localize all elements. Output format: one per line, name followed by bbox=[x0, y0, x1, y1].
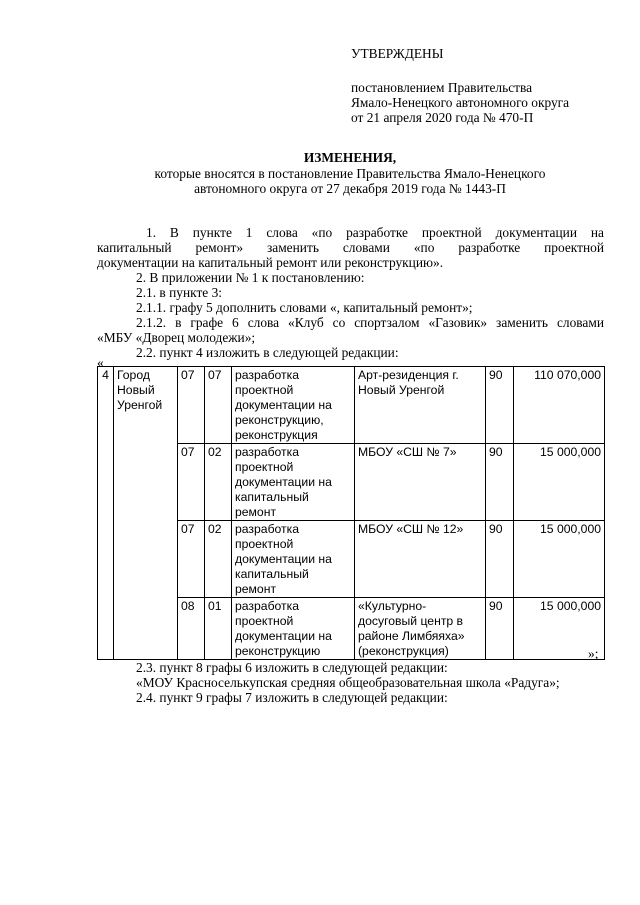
table-row bbox=[98, 367, 605, 444]
amount-cell: 15 000,000 bbox=[514, 444, 605, 521]
approval-line-3: от 21 апреля 2020 года № 470-П bbox=[351, 110, 534, 125]
code-1-cell: 08 bbox=[178, 598, 205, 660]
code-2-cell: 07 bbox=[205, 367, 232, 444]
percent-cell: 90 bbox=[486, 521, 514, 598]
paragraph-2-1-1: 2.1.1. графу 5 дополнить словами «, капитальный ремонт»; bbox=[136, 300, 473, 315]
organization-cell: МБОУ «СШ № 7» bbox=[355, 444, 486, 521]
description-cell: разработка проектной документации на капитальный ремонт bbox=[232, 521, 355, 598]
approved-heading: УТВЕРЖДЕНЫ bbox=[351, 46, 444, 61]
paragraph-2: 2. В приложении № 1 к постановлению: bbox=[136, 270, 365, 285]
paragraph-2-4: 2.4. пункт 9 графы 7 изложить в следующей редакции: bbox=[136, 690, 448, 705]
description-cell: разработка проектной документации на капитальный ремонт bbox=[232, 444, 355, 521]
paragraph-1-line-3: документации на капитальный ремонт или реконструкцию». bbox=[97, 255, 444, 270]
organization-cell: МБОУ «СШ № 12» bbox=[355, 521, 486, 598]
description-cell: разработка проектной документации на реконструкцию bbox=[232, 598, 355, 660]
close-quote: »; bbox=[588, 646, 599, 661]
document-subtitle-2: автономного округа от 27 декабря 2019 года № 1443-П bbox=[194, 181, 506, 196]
code-2-cell: 02 bbox=[205, 521, 232, 598]
organization-cell: «Культурно-досуговый центр в районе Лимбяяха» (реконструкция) bbox=[355, 598, 486, 660]
description-cell: разработка проектной документации на реконструкцию, реконструкция bbox=[232, 367, 355, 444]
code-2-cell: 02 bbox=[205, 444, 232, 521]
row-number-cell: 4 bbox=[98, 367, 114, 660]
code-2-cell: 01 bbox=[205, 598, 232, 660]
paragraph-2-1-2-line-2: «МБУ «Дворец молодежи»; bbox=[97, 330, 256, 345]
paragraph-2-3-quote: «МОУ Красноселькупская средняя общеобразовательная школа «Радуга»; bbox=[136, 675, 560, 690]
paragraph-2-1-2-line-1: 2.1.2. в графе 6 слова «Клуб со спортзалом «Газовик» заменить словами bbox=[136, 315, 604, 330]
paragraph-2-2: 2.2. пункт 4 изложить в следующей редакции: bbox=[136, 345, 399, 360]
organization-cell: Арт-резиденция г. Новый Уренгой bbox=[355, 367, 486, 444]
paragraph-1-line-1: 1. В пункте 1 слова «по разработке проектной документации на bbox=[146, 225, 604, 240]
percent-cell: 90 bbox=[486, 444, 514, 521]
approval-line-1: постановлением Правительства bbox=[351, 80, 533, 95]
open-quote: « bbox=[97, 355, 104, 370]
document-title: ИЗМЕНЕНИЯ, bbox=[303, 150, 397, 165]
amount-cell: 110 070,000 bbox=[514, 367, 605, 444]
paragraph-1-line-2: капитальный ремонт» заменить словами «по разработке проектной bbox=[97, 240, 604, 255]
document-subtitle-1: которые вносятся в постановление Правительства Ямало-Ненецкого bbox=[154, 166, 546, 181]
code-1-cell: 07 bbox=[178, 367, 205, 444]
amount-cell: 15 000,000 bbox=[514, 521, 605, 598]
percent-cell: 90 bbox=[486, 598, 514, 660]
approval-line-2: Ямало-Ненецкого автономного округа bbox=[351, 95, 570, 110]
code-1-cell: 07 bbox=[178, 444, 205, 521]
amount-cell: 15 000,000 bbox=[514, 598, 605, 660]
paragraph-2-3: 2.3. пункт 8 графы 6 изложить в следующей редакции: bbox=[136, 660, 448, 675]
city-cell: Город Новый Уренгой bbox=[114, 367, 178, 660]
paragraph-2-1: 2.1. в пункте 3: bbox=[136, 285, 223, 300]
code-1-cell: 07 bbox=[178, 521, 205, 598]
allocation-table bbox=[97, 366, 605, 660]
percent-cell: 90 bbox=[486, 367, 514, 444]
